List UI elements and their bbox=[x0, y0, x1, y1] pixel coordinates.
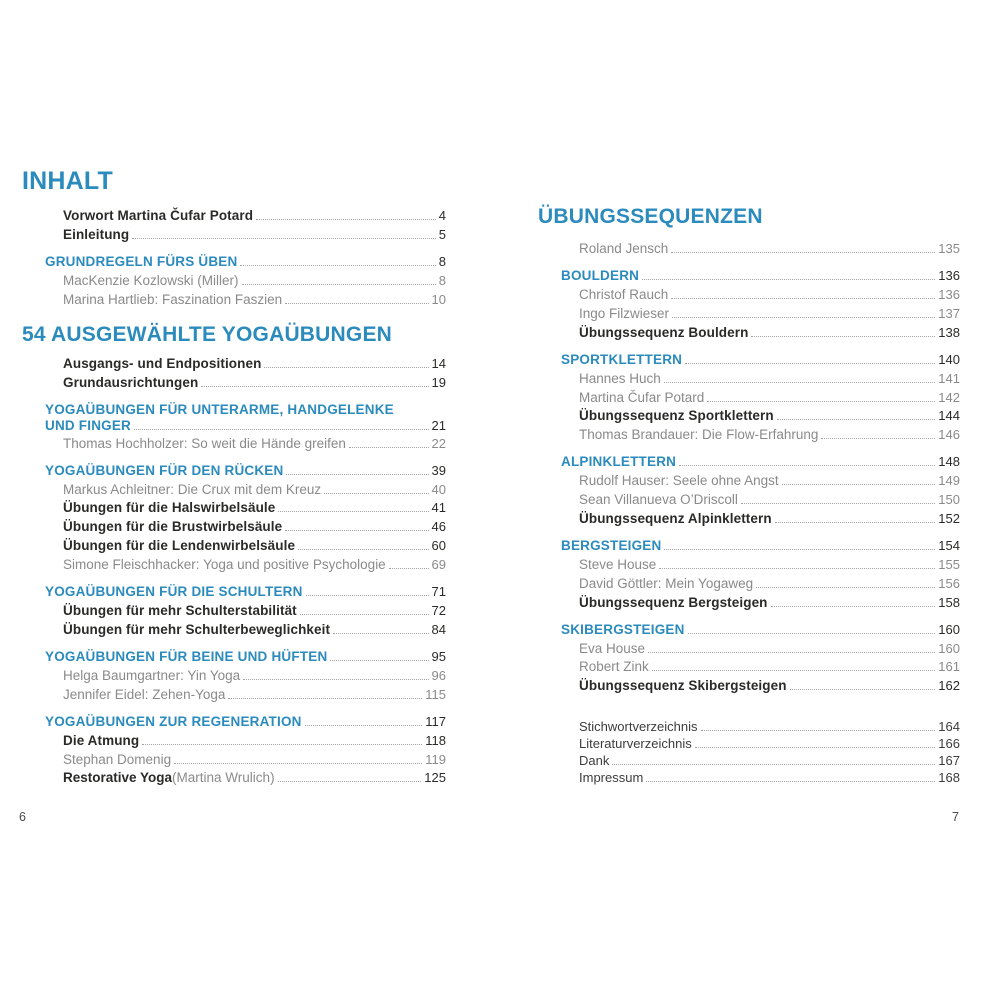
dot-leader bbox=[685, 363, 935, 364]
toc-entry-page: 39 bbox=[431, 462, 446, 478]
toc-entry bbox=[538, 594, 960, 613]
toc-entry bbox=[538, 491, 960, 510]
toc-entry bbox=[538, 769, 960, 786]
toc-entry-label: Thomas Hochholzer: So weit die Hände greifen bbox=[63, 435, 346, 451]
page-number-left: 6 bbox=[19, 810, 26, 824]
dot-leader bbox=[707, 401, 935, 402]
toc-entry-page: 164 bbox=[938, 719, 960, 735]
dot-leader bbox=[333, 633, 428, 634]
toc-entry-page: 148 bbox=[938, 454, 960, 470]
toc-entry-page: 136 bbox=[938, 268, 960, 284]
toc-entry-label: Martina Čufar Potard bbox=[579, 389, 705, 405]
toc-entry bbox=[22, 537, 446, 556]
toc-entry-label: SPORTKLETTERN bbox=[561, 351, 683, 367]
toc-entry-label: YOGAÜBUNGEN ZUR REGENERATION bbox=[45, 713, 302, 729]
toc-entry-label: Hannes Huch bbox=[579, 370, 661, 386]
toc-entry-page: 69 bbox=[431, 556, 446, 572]
toc-entry-page: 141 bbox=[938, 370, 960, 386]
toc-spacer bbox=[538, 696, 960, 718]
toc-section-heading bbox=[22, 462, 446, 481]
toc-entry-label: Übungssequenz Sportklettern bbox=[579, 408, 774, 424]
toc-entry-page: 115 bbox=[425, 686, 446, 702]
toc-entry-page: 22 bbox=[431, 435, 446, 451]
toc-entry-page: 5 bbox=[438, 226, 446, 242]
toc-entry bbox=[538, 718, 960, 735]
toc-entry-page: 10 bbox=[431, 291, 446, 307]
toc-section-heading bbox=[22, 713, 446, 732]
toc-entry-page: 135 bbox=[938, 241, 960, 256]
toc-entry bbox=[22, 207, 446, 226]
toc-entry-label: Übungssequenz Alpinklettern bbox=[579, 510, 772, 526]
toc-entry bbox=[22, 686, 446, 705]
toc-part-title: 54 AUSGEWÄHLTE YOGAÜBUNGEN bbox=[22, 323, 393, 347]
toc-entry bbox=[22, 481, 446, 500]
toc-entry-label: Übungen für mehr Schulterbeweglichkeit bbox=[63, 621, 331, 637]
toc-entry-page: 144 bbox=[938, 408, 960, 424]
dot-leader bbox=[201, 386, 428, 387]
toc-entry-page: 149 bbox=[938, 473, 960, 489]
toc-entry-label: YOGAÜBUNGEN FÜR BEINE UND HÜFTEN bbox=[45, 649, 328, 665]
toc-entry-label: UND FINGER bbox=[45, 418, 131, 434]
toc-page-left bbox=[22, 168, 446, 788]
toc-entry-label: Übungssequenz Bergsteigen bbox=[579, 594, 768, 610]
dot-leader bbox=[242, 284, 436, 285]
toc-entry-page: 158 bbox=[938, 594, 960, 610]
toc-entry bbox=[22, 556, 446, 575]
dot-leader bbox=[174, 763, 422, 764]
toc-entry-page: 160 bbox=[938, 640, 960, 656]
toc-entry-page: 71 bbox=[431, 584, 446, 600]
toc-entry-label: Ausgangs- und Endpositionen bbox=[63, 356, 262, 372]
dot-leader bbox=[790, 689, 936, 690]
dot-leader bbox=[741, 503, 935, 504]
toc-entry-label: BERGSTEIGEN bbox=[561, 538, 662, 554]
toc-entry-page: 95 bbox=[431, 649, 446, 665]
toc-section-label-line2 bbox=[45, 418, 446, 435]
dot-leader bbox=[330, 660, 428, 661]
toc-entry-page: 19 bbox=[431, 375, 446, 391]
toc-entry-label: Sean Villanueva O’Driscoll bbox=[579, 492, 738, 508]
toc-entry bbox=[538, 389, 960, 408]
toc-entry-label: Marina Hartlieb: Faszination Faszien bbox=[63, 291, 283, 307]
toc-entry-page: 117 bbox=[425, 713, 446, 729]
toc-entry-label: BOULDERN bbox=[561, 268, 640, 284]
toc-section-heading-two-line bbox=[22, 402, 446, 435]
toc-entry-label: YOGAÜBUNGEN FÜR DIE SCHULTERN bbox=[45, 584, 303, 600]
toc-entry bbox=[22, 667, 446, 686]
toc-entry-label: Simone Fleischhacker: Yoga und positive Psychologie bbox=[63, 556, 386, 572]
toc-section-heading bbox=[22, 648, 446, 667]
toc-entry-page: 4 bbox=[438, 208, 446, 223]
toc-entry bbox=[22, 355, 446, 374]
toc-entry-label: Markus Achleitner: Die Crux mit dem Kreuz bbox=[63, 481, 322, 497]
dot-leader bbox=[652, 670, 936, 671]
toc-entry bbox=[538, 286, 960, 305]
toc-entry-label: Übungen für die Brustwirbelsäule bbox=[63, 519, 283, 535]
dot-leader bbox=[671, 298, 935, 299]
dot-leader bbox=[646, 781, 935, 782]
toc-entry-label: Übungen für die Lendenwirbelsäule bbox=[63, 538, 296, 554]
toc-entry-page: 119 bbox=[425, 751, 446, 767]
toc-entry-label: Stephan Domenig bbox=[63, 751, 172, 767]
toc-entry-label: ALPINKLETTERN bbox=[561, 454, 677, 470]
toc-section-heading bbox=[538, 453, 960, 472]
toc-entry-page: 84 bbox=[431, 621, 446, 637]
toc-page-right bbox=[538, 205, 960, 786]
toc-entry bbox=[538, 324, 960, 343]
toc-entry-label: Übungssequenz Bouldern bbox=[579, 324, 749, 340]
toc-entry-label: Dank bbox=[579, 753, 610, 769]
toc-entry bbox=[538, 556, 960, 575]
dot-leader bbox=[285, 303, 428, 304]
toc-entry-page: 46 bbox=[431, 519, 446, 535]
toc-entry-page: 140 bbox=[938, 351, 960, 367]
toc-entry-page: 168 bbox=[938, 770, 960, 786]
toc-entry-label: Restorative Yoga bbox=[63, 770, 173, 786]
dot-leader bbox=[695, 747, 936, 748]
toc-entry bbox=[22, 518, 446, 537]
toc-entry-page: 137 bbox=[938, 305, 960, 321]
dot-leader bbox=[349, 447, 429, 448]
toc-entry bbox=[538, 407, 960, 426]
dot-leader bbox=[648, 652, 935, 653]
toc-entry-label: Jennifer Eidel: Zehen-Yoga bbox=[63, 686, 226, 702]
dot-leader bbox=[782, 484, 936, 485]
dot-leader bbox=[324, 493, 428, 494]
toc-entry-label: Übungen für die Halswirbelsäule bbox=[63, 500, 276, 516]
toc-entry-page: 60 bbox=[431, 538, 446, 554]
dot-leader bbox=[612, 764, 935, 765]
dot-leader bbox=[298, 549, 428, 550]
toc-rows-right bbox=[538, 240, 960, 786]
toc-entry bbox=[538, 735, 960, 752]
dot-leader bbox=[286, 474, 428, 475]
toc-entry bbox=[22, 291, 446, 310]
dot-leader bbox=[132, 238, 436, 239]
dot-leader bbox=[671, 252, 935, 253]
toc-entry bbox=[22, 621, 446, 640]
toc-entry bbox=[538, 752, 960, 769]
dot-leader bbox=[300, 614, 429, 615]
toc-entry bbox=[22, 374, 446, 393]
toc-entry-page: 155 bbox=[938, 556, 960, 572]
page-number-right: 7 bbox=[952, 810, 959, 824]
toc-entry bbox=[22, 499, 446, 518]
toc-section-heading bbox=[538, 267, 960, 286]
toc-entry bbox=[22, 732, 446, 751]
toc-entry-page: 96 bbox=[431, 667, 446, 683]
toc-entry bbox=[538, 658, 960, 677]
toc-entry-page: 146 bbox=[938, 427, 960, 443]
dot-leader bbox=[134, 429, 429, 430]
toc-entry-label: Übungen für mehr Schulterstabilität bbox=[63, 602, 297, 618]
toc-entry-label: GRUNDREGELN FÜRS ÜBEN bbox=[45, 254, 238, 270]
dot-leader bbox=[775, 522, 936, 523]
toc-section-heading bbox=[538, 621, 960, 640]
dot-leader bbox=[278, 781, 422, 782]
toc-entry-page: 40 bbox=[431, 481, 446, 497]
dot-leader bbox=[142, 744, 422, 745]
toc-entry-label: Vorwort Martina Čufar Potard bbox=[63, 208, 254, 223]
dot-leader bbox=[664, 549, 935, 550]
dot-leader bbox=[664, 382, 935, 383]
toc-entry-label: Roland Jensch bbox=[579, 241, 669, 256]
dot-leader bbox=[285, 530, 428, 531]
toc-entry-page: 167 bbox=[938, 753, 960, 769]
dot-leader bbox=[821, 438, 935, 439]
toc-entry-label: MacKenzie Kozlowski (Miller) bbox=[63, 272, 239, 288]
toc-entry bbox=[538, 240, 960, 259]
toc-entry-page: 152 bbox=[938, 510, 960, 526]
toc-entry-label: Eva House bbox=[579, 640, 646, 656]
toc-rows-left bbox=[22, 207, 446, 788]
toc-entry-label: Grundausrichtungen bbox=[63, 375, 199, 391]
toc-entry bbox=[22, 769, 446, 788]
dot-leader bbox=[642, 279, 935, 280]
toc-entry-page: 142 bbox=[938, 389, 960, 405]
dot-leader bbox=[256, 219, 436, 220]
toc-entry bbox=[538, 370, 960, 389]
toc-entry-label: Robert Zink bbox=[579, 659, 649, 675]
toc-section-heading bbox=[22, 583, 446, 602]
toc-entry-label: Rudolf Hauser: Seele ohne Angst bbox=[579, 473, 779, 489]
page-title-inhalt: INHALT bbox=[22, 167, 113, 195]
toc-entry-label: SKIBERGSTEIGEN bbox=[561, 621, 685, 637]
toc-entry bbox=[538, 640, 960, 659]
dot-leader bbox=[688, 633, 936, 634]
toc-entry-page: 118 bbox=[425, 732, 446, 748]
toc-entry-page: 72 bbox=[431, 602, 446, 618]
dot-leader bbox=[306, 595, 429, 596]
toc-entry bbox=[538, 575, 960, 594]
toc-entry-label: Literaturverzeichnis bbox=[579, 736, 692, 752]
toc-section-heading bbox=[22, 253, 446, 272]
toc-entry-label: Steve House bbox=[579, 556, 657, 572]
toc-entry-label: Impressum bbox=[579, 770, 644, 786]
toc-entry-page: 125 bbox=[424, 770, 446, 786]
dot-leader bbox=[278, 511, 428, 512]
dot-leader bbox=[777, 419, 936, 420]
toc-entry-label: YOGAÜBUNGEN FÜR DEN RÜCKEN bbox=[45, 462, 284, 478]
toc-entry bbox=[538, 677, 960, 696]
toc-entry-page: 162 bbox=[938, 678, 960, 694]
dot-leader bbox=[751, 336, 935, 337]
toc-entry-page: 166 bbox=[938, 736, 960, 752]
dot-leader bbox=[240, 265, 435, 266]
dot-leader bbox=[305, 725, 423, 726]
toc-entry-label: Stichwortverzeichnis bbox=[579, 719, 698, 735]
toc-entry-page: 161 bbox=[938, 659, 960, 675]
toc-section-heading bbox=[538, 351, 960, 370]
toc-entry-page: 154 bbox=[938, 538, 960, 554]
toc-entry-label: Ingo Filzwieser bbox=[579, 305, 670, 321]
dot-leader bbox=[243, 679, 428, 680]
toc-entry-label: David Göttler: Mein Yogaweg bbox=[579, 575, 754, 591]
page-title-uebungssequenzen: ÜBUNGSSEQUENZEN bbox=[538, 205, 763, 228]
toc-entry-page: 41 bbox=[431, 500, 446, 516]
toc-entry bbox=[538, 426, 960, 445]
toc-entry bbox=[22, 602, 446, 621]
toc-entry-label: Thomas Brandauer: Die Flow-Erfahrung bbox=[579, 427, 819, 443]
toc-entry bbox=[22, 751, 446, 770]
toc-entry-page: 21 bbox=[431, 418, 446, 434]
toc-entry-label: Übungssequenz Skibergsteigen bbox=[579, 678, 787, 694]
toc-section-label-line1: YOGAÜBUNGEN FÜR UNTERARME, HANDGELENKE bbox=[45, 401, 394, 417]
toc-entry-label: Helga Baumgartner: Yin Yoga bbox=[63, 667, 241, 683]
toc-entry-author-suffix: (Martina Wrulich) bbox=[172, 770, 275, 786]
dot-leader bbox=[659, 568, 935, 569]
dot-leader bbox=[756, 587, 935, 588]
toc-entry bbox=[22, 435, 446, 454]
dot-leader bbox=[701, 730, 936, 731]
toc-entry-label: Christof Rauch bbox=[579, 287, 669, 303]
toc-entry bbox=[22, 272, 446, 291]
toc-entry-page: 14 bbox=[431, 356, 446, 372]
toc-entry bbox=[538, 305, 960, 324]
toc-entry-page: 8 bbox=[438, 254, 446, 270]
dot-leader bbox=[389, 568, 429, 569]
toc-section-heading bbox=[538, 537, 960, 556]
toc-entry-label: Einleitung bbox=[63, 226, 130, 242]
toc-entry-label: Die Atmung bbox=[63, 732, 140, 748]
toc-entry-page: 156 bbox=[938, 575, 960, 591]
dot-leader bbox=[771, 606, 936, 607]
toc-entry bbox=[538, 510, 960, 529]
toc-entry-page: 136 bbox=[938, 287, 960, 303]
toc-entry-page: 138 bbox=[938, 324, 960, 340]
dot-leader bbox=[228, 698, 422, 699]
toc-entry-page: 8 bbox=[438, 272, 446, 288]
toc-entry-page: 160 bbox=[938, 621, 960, 637]
dot-leader bbox=[672, 317, 935, 318]
toc-entry-page: 150 bbox=[938, 492, 960, 508]
dot-leader bbox=[264, 367, 428, 368]
toc-entry bbox=[538, 472, 960, 491]
dot-leader bbox=[679, 465, 935, 466]
toc-entry bbox=[22, 226, 446, 245]
